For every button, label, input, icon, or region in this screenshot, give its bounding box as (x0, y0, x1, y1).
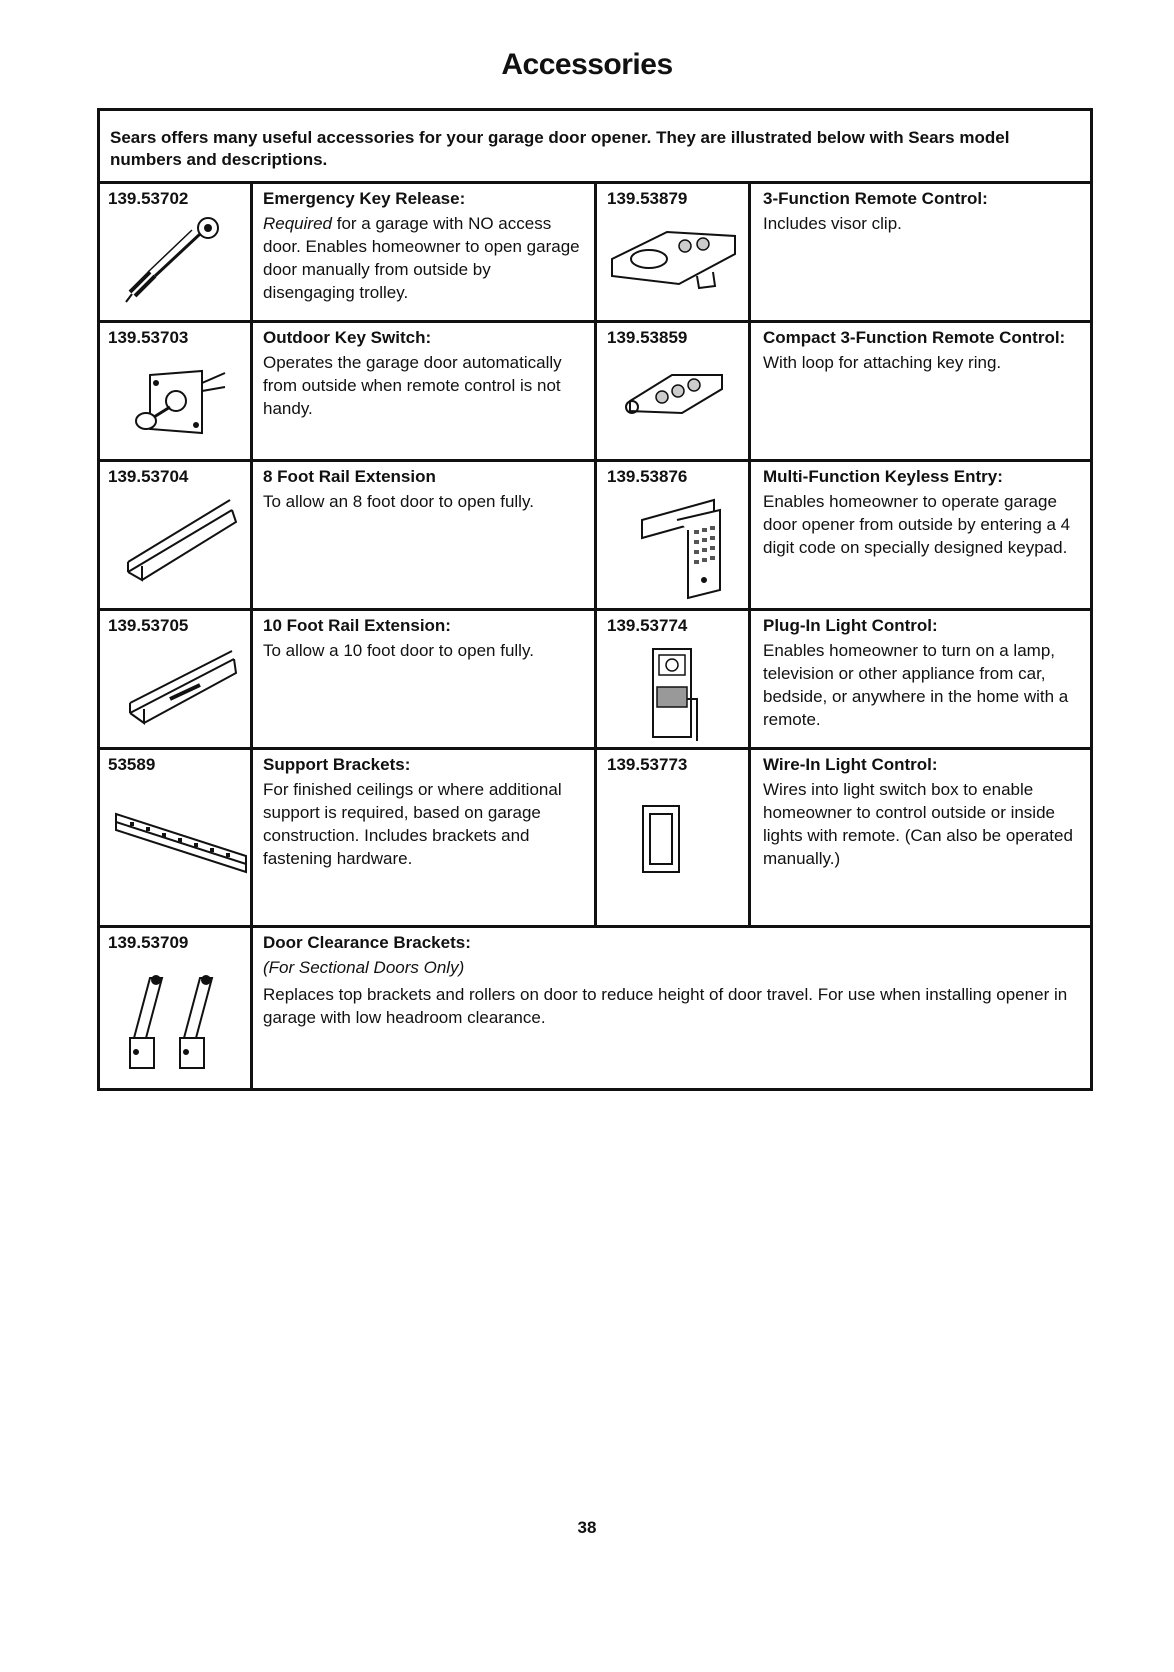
description-cell (751, 462, 1090, 608)
plug-in-control-icon (647, 643, 707, 743)
key-switch-icon (130, 363, 230, 443)
wall-switch-icon (637, 800, 687, 880)
model-cell (597, 462, 751, 608)
description-cell (253, 323, 597, 459)
description-cell (253, 928, 1090, 1088)
remote-control-icon (607, 224, 742, 294)
accessory-description: Required for a garage with NO access door. Enables homeowner to open garage door manually from outside by disengaging trolley. (263, 214, 580, 302)
model-number: 139.53879 (607, 189, 688, 208)
accessory-note: (For Sectional Doors Only) (263, 958, 465, 977)
description-cell (751, 611, 1090, 747)
accessory-name: Emergency Key Release: (263, 189, 466, 208)
description-cell (253, 462, 597, 608)
accessory-name: 8 Foot Rail Extension (263, 467, 436, 486)
table-row (100, 184, 1090, 323)
model-cell (100, 750, 253, 925)
model-cell (100, 184, 253, 320)
accessory-name: 3-Function Remote Control: (763, 189, 988, 208)
keypad-icon (632, 490, 732, 600)
model-number: 139.53705 (108, 616, 189, 635)
accessory-name: Support Brackets: (263, 755, 411, 774)
description-cell (253, 750, 597, 925)
accessory-description: Includes visor clip. (763, 214, 902, 233)
model-cell (597, 750, 751, 925)
model-cell (100, 928, 253, 1088)
accessory-description: For finished ceilings or where additional support is required, based on garage construction. Includes brackets and fastening hardware. (263, 780, 562, 868)
table-row (100, 611, 1090, 750)
model-cell (100, 462, 253, 608)
model-cell (597, 184, 751, 320)
rail-extension-icon (120, 492, 240, 592)
model-cell (597, 611, 751, 747)
model-number: 53589 (108, 755, 156, 774)
page-number: 38 (577, 1518, 597, 1537)
table-row (100, 750, 1090, 928)
model-number: 139.53876 (607, 467, 688, 486)
model-number: 139.53702 (108, 189, 189, 208)
accessory-description: With loop for attaching key ring. (763, 353, 1002, 372)
accessory-description: Operates the garage door automatically from outside when remote control is not handy. (263, 353, 562, 418)
model-cell (100, 323, 253, 459)
model-number: 139.53859 (607, 328, 688, 347)
key-release-icon (120, 214, 230, 309)
accessory-name: Compact 3-Function Remote Control: (763, 328, 1066, 347)
model-number: 139.53709 (108, 933, 189, 952)
model-number: 139.53703 (108, 328, 189, 347)
accessory-description: Enables homeowner to operate garage door opener from outside by entering a 4 digit code on specially designed keypad. (763, 492, 1071, 557)
description-cell (253, 184, 597, 320)
accessory-name: Multi-Function Keyless Entry: (763, 467, 1003, 486)
accessory-name: Wire-In Light Control: (763, 755, 938, 774)
accessories-table (97, 108, 1093, 1091)
support-bracket-icon (110, 800, 250, 880)
model-cell (100, 611, 253, 747)
model-cell (597, 323, 751, 459)
table-row (100, 928, 1090, 1088)
accessory-name: Plug-In Light Control: (763, 616, 938, 635)
accessory-name: Outdoor Key Switch: (263, 328, 432, 347)
page-title: Accessories (501, 48, 673, 81)
accessory-name: Door Clearance Brackets: (263, 933, 471, 952)
rail-extension-icon (120, 641, 240, 736)
door-bracket-icon (120, 968, 230, 1078)
compact-remote-icon (622, 363, 732, 423)
description-cell (751, 323, 1090, 459)
table-row (100, 323, 1090, 462)
description-cell (751, 184, 1090, 320)
table-row (100, 462, 1090, 611)
description-cell (253, 611, 597, 747)
accessory-description: Enables homeowner to turn on a lamp, television or other appliance from car, bedside, or anywhere in the home with a remote. (763, 641, 1069, 729)
model-number: 139.53773 (607, 755, 688, 774)
model-number: 139.53774 (607, 616, 688, 635)
accessory-description: To allow a 10 foot door to open fully. (263, 641, 534, 660)
accessory-description: Wires into light switch box to enable homeowner to control outside or inside lights with remote. (Can also be operated manually.) (763, 780, 1073, 868)
intro-text: Sears offers many useful accessories for your garage door opener. They are illustrated below with Sears model numbers and descriptions. (100, 111, 1090, 184)
accessory-description: Replaces top brackets and rollers on door to reduce height of door travel. For use when installing opener in garage with low headroom clearance. (263, 985, 1068, 1027)
description-cell (751, 750, 1090, 925)
model-number: 139.53704 (108, 467, 189, 486)
accessory-name: 10 Foot Rail Extension: (263, 616, 451, 635)
accessory-description: To allow an 8 foot door to open fully. (263, 492, 534, 511)
